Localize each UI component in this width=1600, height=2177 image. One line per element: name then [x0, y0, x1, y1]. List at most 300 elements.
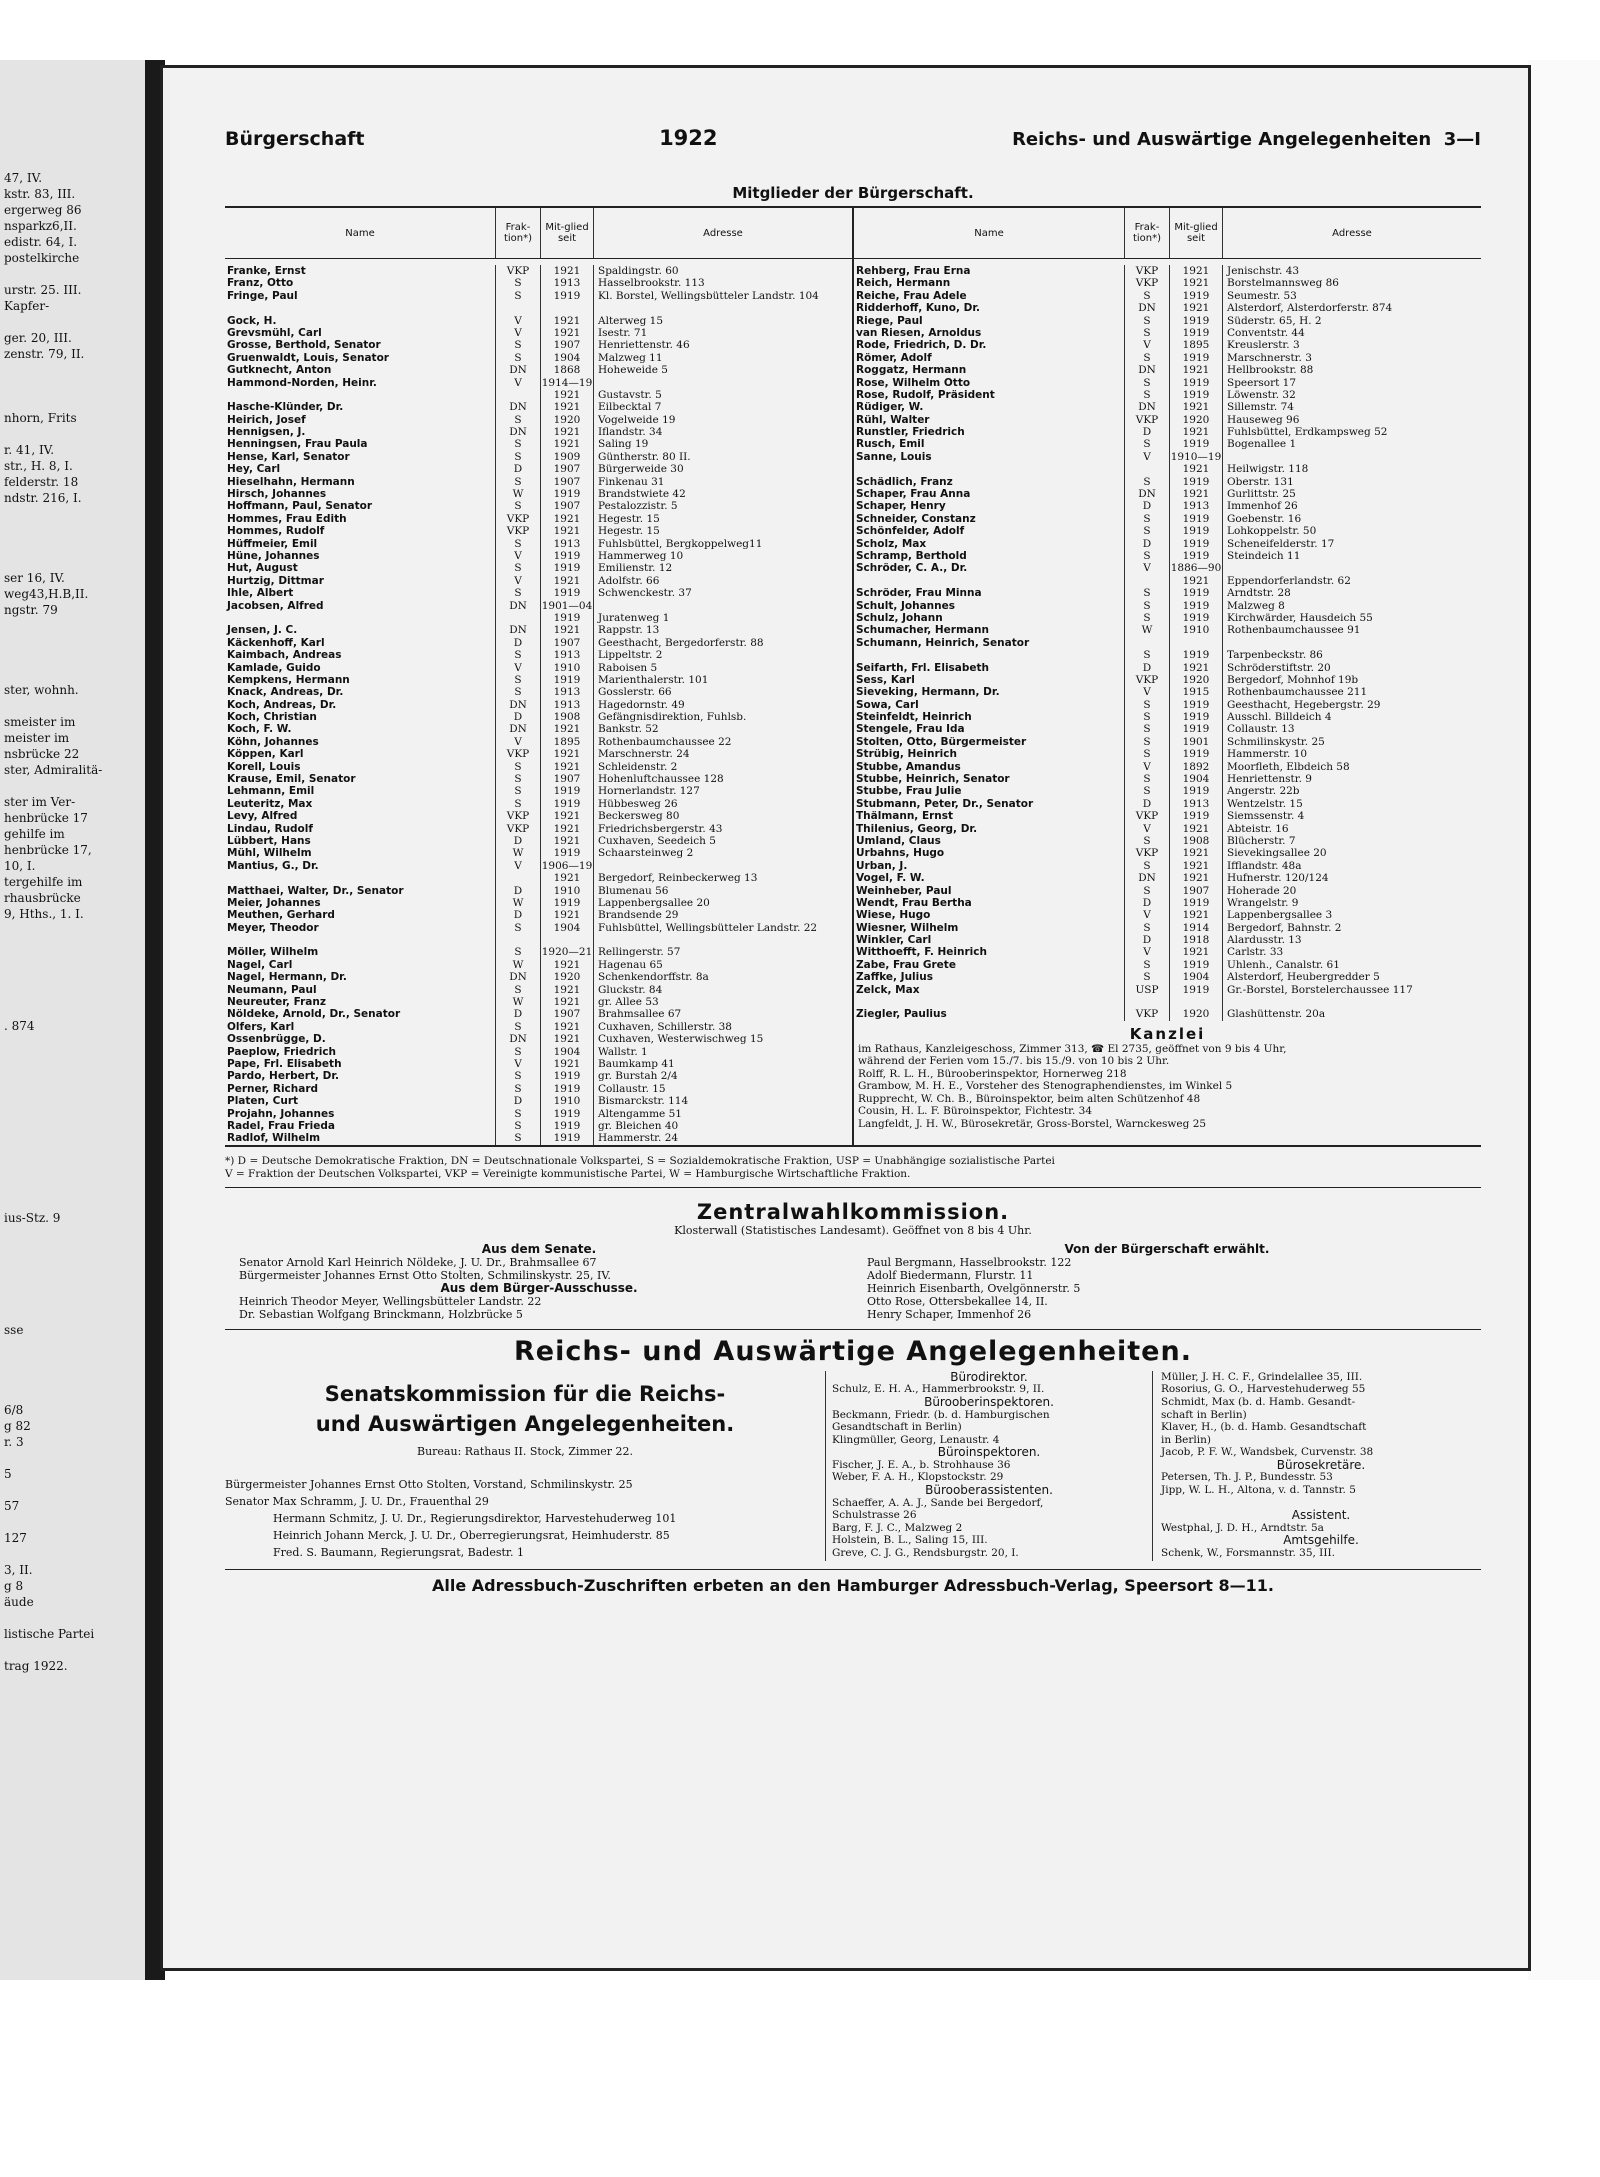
member-name: van Riesen, Arnoldus	[856, 326, 982, 339]
side-fragment: trag 1922.	[4, 1659, 68, 1673]
member-since: 1919	[540, 290, 593, 302]
member-row	[854, 624, 1481, 636]
side-fragment	[4, 1354, 139, 1370]
member-row	[225, 885, 852, 897]
side-fragment	[4, 1338, 139, 1354]
member-address: Alsterdorf, Alsterdorferstr. 874	[1222, 302, 1481, 314]
member-row	[854, 488, 1481, 500]
member-fraktion	[1124, 463, 1169, 475]
side-fragment	[4, 1450, 139, 1466]
side-fragment: urstr. 25. III.	[4, 283, 82, 297]
member-fraktion: S	[495, 290, 540, 302]
member-address: Geesthacht, Bergedorferstr. 88	[593, 637, 852, 649]
member-since: 1921	[1169, 426, 1222, 438]
member-name: Zabe, Frau Grete	[856, 958, 956, 971]
member-since: 1919	[540, 847, 593, 859]
member-since: 1921	[540, 748, 593, 760]
member-name: Urban, J.	[856, 859, 908, 872]
staff-entry: Rosorius, G. O., Harvestehuderweg 55	[1161, 1383, 1366, 1396]
member-since: 1921	[540, 624, 593, 636]
member-fraktion: V	[495, 315, 540, 327]
member-row	[854, 984, 1481, 996]
kanzlei-line: Rupprecht, W. Ch. B., Büroinspektor, beim alten Schützenhof 48	[858, 1092, 1201, 1105]
member-since: 1921	[540, 426, 593, 438]
member-row	[854, 785, 1481, 797]
page-ref: 3—I	[1443, 129, 1481, 150]
member-address: Lohkoppelstr. 50	[1222, 525, 1481, 537]
col-mitglied-header: Mit-glied seit	[541, 208, 594, 258]
member-fraktion: VKP	[495, 810, 540, 822]
member-name: Gutknecht, Anton	[227, 364, 332, 377]
member-name: Fringe, Paul	[227, 289, 298, 302]
side-fragment	[4, 1130, 139, 1146]
kanzlei-line: während der Ferien vom 15./7. bis 15./9. von 10 bis 2 Uhr.	[858, 1055, 1170, 1068]
member-row	[225, 277, 852, 289]
staff-heading: Bürooberassistenten.	[925, 1483, 1053, 1498]
member-name: Hüffmeier, Emil	[227, 537, 318, 550]
member-row	[225, 823, 852, 835]
member-address: Hellbrookstr. 88	[1222, 364, 1481, 376]
member-row	[225, 909, 852, 921]
sk-member: Senator Max Schramm, J. U. Dr., Frauenthal 29	[225, 1494, 489, 1508]
member-fraktion: S	[495, 922, 540, 934]
member-row	[225, 736, 852, 748]
member-since: 1910	[540, 885, 593, 897]
member-address: Schenkendorffstr. 8a	[593, 971, 852, 983]
member-row	[225, 352, 852, 364]
senatskommission-title	[225, 1379, 825, 1439]
member-address: Schmilinskystr. 25	[1222, 736, 1481, 748]
member-fraktion: DN	[495, 723, 540, 735]
member-since	[1169, 637, 1222, 649]
staff-heading: Amtsgehilfe.	[1283, 1533, 1359, 1548]
member-since: 1907	[540, 476, 593, 488]
raa-staff-right	[1153, 1371, 1481, 1561]
member-address: Sievekingsallee 20	[1222, 847, 1481, 859]
member-name	[225, 934, 495, 946]
member-since: 1913	[540, 699, 593, 711]
side-fragment: ergerweg 86	[4, 203, 82, 217]
member-since: 1921	[540, 761, 593, 773]
member-address: Lappenbergsallee 3	[1222, 909, 1481, 921]
member-since: 1920—21	[541, 946, 593, 959]
member-address: Uhlenh., Canalstr. 61	[1222, 959, 1481, 971]
member-fraktion: USP	[1124, 984, 1169, 996]
member-fraktion: S	[495, 761, 540, 773]
member-fraktion: S	[495, 984, 540, 996]
member-since: 1919	[540, 897, 593, 909]
member-row	[225, 798, 852, 810]
member-fraktion: D	[495, 835, 540, 847]
member-name: Schröder, C. A., Dr.	[856, 562, 968, 575]
side-fragment: zenstr. 79, II.	[4, 347, 85, 361]
member-fraktion: S	[495, 1046, 540, 1058]
member-address: Hammerstr. 10	[1222, 748, 1481, 760]
member-address: Marschnerstr. 24	[593, 748, 852, 760]
member-since: 1904	[1169, 971, 1222, 983]
member-fraktion: S	[495, 649, 540, 661]
member-name: Neumann, Paul	[227, 983, 317, 996]
member-since: 1919	[1169, 538, 1222, 550]
side-fragment: tergehilfe im	[4, 875, 83, 889]
member-row	[854, 823, 1481, 835]
member-since: 1901	[1169, 736, 1222, 748]
zentralwahlkommission-address: Klosterwall (Statistisches Landesamt). Geöffnet von 8 bis 4 Uhr.	[674, 1223, 1032, 1237]
member-name: Hommes, Rudolf	[227, 525, 325, 538]
member-name: Matthaei, Walter, Dr., Senator	[227, 884, 404, 897]
member-address: Oberstr. 131	[1222, 476, 1481, 488]
member-since: 1915	[1169, 686, 1222, 698]
fraktion-footnote	[225, 1155, 1481, 1188]
member-address: Rothenbaumchaussee 91	[1222, 624, 1481, 636]
member-fraktion: S	[495, 277, 540, 289]
member-fraktion: V	[495, 736, 540, 748]
side-fragment: henbrücke 17	[4, 811, 88, 825]
member-name	[854, 575, 1124, 587]
member-fraktion: S	[495, 1132, 540, 1144]
member-fraktion: S	[495, 500, 540, 512]
members-title: Mitglieder der Bürgerschaft.	[732, 184, 974, 202]
member-address: Vogelweide 19	[593, 414, 852, 426]
footnote-line: V = Fraktion der Deutschen Volkspartei, VKP = Vereinigte kommunistische Partei, W = Hamburgische Wirtschaftliche Fraktion.	[225, 1167, 911, 1180]
member-name: Gock, H.	[227, 314, 277, 327]
member-address	[593, 860, 852, 872]
member-since: 1921	[1169, 662, 1222, 674]
side-fragment: listische Partei	[4, 1627, 95, 1641]
member-name: Ziegler, Paulius	[856, 1008, 947, 1021]
member-row	[854, 674, 1481, 686]
member-row	[854, 761, 1481, 773]
member-address: Ifflandstr. 48a	[1222, 860, 1481, 872]
kanzlei-lines	[854, 1043, 1481, 1131]
member-row	[854, 723, 1481, 735]
member-since: 1921	[1169, 823, 1222, 835]
side-fragment	[4, 554, 139, 570]
member-since: 1921	[540, 723, 593, 735]
member-since: 1919	[1169, 438, 1222, 450]
member-since: 1919	[540, 488, 593, 500]
buergerschaft-member: Heinrich Eisenbarth, Ovelgönnerstr. 5	[867, 1281, 1081, 1295]
member-since: 1907	[540, 1008, 593, 1020]
member-name	[854, 649, 1124, 661]
member-row	[854, 810, 1481, 822]
member-address: Malzweg 11	[593, 352, 852, 364]
member-address: Rellingerstr. 57	[593, 946, 852, 958]
running-head-dept: Reichs- und Auswärtige Angelegenheiten	[1012, 129, 1432, 150]
sk-member: Hermann Schmitz, J. U. Dr., Regierungsdirektor, Harvestehuderweg 101	[273, 1511, 677, 1525]
member-fraktion: W	[495, 996, 540, 1008]
member-address: Cuxhaven, Schillerstr. 38	[593, 1021, 852, 1033]
member-name: Pape, Frl. Elisabeth	[227, 1058, 342, 1070]
member-fraktion: V	[1124, 761, 1169, 773]
member-fraktion: S	[495, 476, 540, 488]
running-head-right	[1012, 129, 1481, 150]
member-fraktion: DN	[495, 624, 540, 636]
member-since: 1921	[540, 327, 593, 339]
member-address: Arndtstr. 28	[1222, 587, 1481, 599]
member-name: Jacobsen, Alfred	[227, 599, 324, 612]
member-name: Sess, Karl	[856, 673, 915, 686]
member-name: Schaper, Frau Anna	[856, 488, 971, 501]
member-address: Marschnerstr. 3	[1222, 352, 1481, 364]
member-since: 1921	[540, 513, 593, 525]
member-address: Bankstr. 52	[593, 723, 852, 735]
member-fraktion: S	[1124, 327, 1169, 339]
side-fragment	[4, 394, 139, 410]
member-name: Neureuter, Franz	[227, 996, 326, 1009]
staff-entry: Schulz, E. H. A., Hammerbrookstr. 9, II.	[832, 1383, 1045, 1396]
member-row	[854, 352, 1481, 364]
member-since: 1921	[540, 389, 593, 401]
member-name: Winkler, Carl	[856, 934, 932, 947]
side-fragment: 5	[4, 1467, 12, 1481]
side-fragment: felderstr. 18	[4, 475, 79, 489]
staff-heading: Bürosekretäre.	[1276, 1457, 1366, 1472]
member-row	[225, 525, 852, 537]
member-address: gr. Bleichen 40	[593, 1120, 852, 1132]
member-row	[854, 835, 1481, 847]
side-fragment	[4, 954, 139, 970]
member-row	[225, 550, 852, 562]
side-fragment	[4, 1194, 139, 1210]
side-fragment	[4, 1306, 139, 1322]
member-address: Isestr. 71	[593, 327, 852, 339]
member-row	[225, 302, 852, 314]
member-fraktion: S	[495, 352, 540, 364]
member-since: 1914	[1169, 922, 1222, 934]
member-since: 1907	[540, 500, 593, 512]
member-address	[1222, 562, 1481, 574]
side-fragment	[4, 1482, 139, 1498]
member-row	[854, 699, 1481, 711]
member-address: Hoherade 20	[1222, 885, 1481, 897]
side-fragment	[4, 1514, 139, 1530]
member-address: Cuxhaven, Seedeich 5	[593, 835, 852, 847]
right-margin	[1528, 60, 1600, 1980]
member-since: 1919	[1169, 897, 1222, 909]
member-fraktion: V	[1124, 909, 1169, 921]
side-fragment: nhorn, Frits	[4, 411, 77, 425]
member-since: 1919	[1169, 389, 1222, 401]
member-address: Juratenweg 1	[593, 612, 852, 624]
member-fraktion	[1124, 637, 1169, 649]
member-row	[225, 711, 852, 723]
member-address: Baumkamp 41	[593, 1058, 852, 1070]
member-name: Hommes, Frau Edith	[227, 512, 347, 525]
side-fragment	[4, 1162, 139, 1178]
member-address: Wrangelstr. 9	[1222, 897, 1481, 909]
member-fraktion: V	[1124, 451, 1169, 463]
member-fraktion: VKP	[495, 748, 540, 760]
member-name: Meier, Johannes	[227, 896, 321, 909]
staff-entry: Barg, F. J. C., Malzweg 2	[832, 1521, 963, 1534]
member-name: Franz, Otto	[227, 277, 294, 290]
side-fragment: 57	[4, 1499, 20, 1513]
member-fraktion: S	[1124, 959, 1169, 971]
member-address: Fuhlsbüttel, Wellingsbütteler Landstr. 22	[593, 922, 852, 934]
member-fraktion: D	[1124, 426, 1169, 438]
member-since: 1919	[1169, 612, 1222, 624]
side-fragment: 10, I.	[4, 859, 36, 873]
member-address: Finkenau 31	[593, 476, 852, 488]
buergerschaft-member: Paul Bergmann, Hasselbrookstr. 122	[867, 1255, 1072, 1269]
member-fraktion: S	[1124, 315, 1169, 327]
member-row	[854, 847, 1481, 859]
member-since: 1919	[540, 785, 593, 797]
previous-page-edge	[0, 60, 151, 1980]
member-fraktion: D	[495, 885, 540, 897]
sk-member: Bürgermeister Johannes Ernst Otto Stolten, Vorstand, Schmilinskystr. 25	[225, 1477, 633, 1491]
side-fragment: äude	[4, 1595, 34, 1609]
side-fragment	[4, 778, 139, 794]
side-fragment: ndstr. 216, I.	[4, 491, 82, 505]
member-row	[854, 513, 1481, 525]
side-fragment: kstr. 83, III.	[4, 187, 76, 201]
member-row	[225, 290, 852, 302]
raa-staff-middle	[825, 1371, 1153, 1561]
member-row	[854, 550, 1481, 562]
zk-right-column	[853, 1243, 1481, 1321]
member-row	[225, 339, 852, 351]
member-address: Eppendorferlandstr. 62	[1222, 575, 1481, 587]
member-since: 1907	[540, 773, 593, 785]
member-name	[225, 389, 495, 401]
buergerschaft-member: Henry Schaper, Immenhof 26	[867, 1307, 1032, 1321]
kanzlei-line: Rolff, R. L. H., Bürooberinspektor, Hornerweg 218	[858, 1067, 1127, 1080]
member-fraktion: D	[1124, 538, 1169, 550]
buergerschaft-heading: Von der Bürgerschaft erwählt.	[1064, 1241, 1270, 1256]
member-fraktion: S	[1124, 587, 1169, 599]
member-address	[593, 302, 852, 314]
staff-entry: Westphal, J. D. H., Arndtstr. 5a	[1161, 1521, 1324, 1534]
side-fragment: 9, Hths., 1. I.	[4, 907, 84, 921]
kanzlei-title: Kanzlei	[1129, 1024, 1206, 1043]
member-address: Hagenau 65	[593, 959, 852, 971]
member-row	[225, 451, 852, 463]
member-since: 1921	[540, 401, 593, 413]
raa-title: Reichs- und Auswärtige Angelegenheiten.	[514, 1335, 1192, 1367]
member-address	[593, 377, 852, 389]
member-fraktion: V	[495, 327, 540, 339]
member-name: Rühl, Walter	[856, 413, 930, 426]
member-fraktion: S	[1124, 513, 1169, 525]
member-fraktion: DN	[1124, 401, 1169, 413]
side-fragment: g 8	[4, 1579, 24, 1593]
member-since: 1921	[540, 823, 593, 835]
member-row	[854, 364, 1481, 376]
member-name: Stolten, Otto, Bürgermeister	[856, 735, 1027, 748]
member-address: Friedrichsbergerstr. 43	[593, 823, 852, 835]
member-address: Schröderstiftstr. 20	[1222, 662, 1481, 674]
side-fragment	[4, 1642, 139, 1658]
member-since: 1920	[540, 414, 593, 426]
side-fragment	[4, 362, 139, 378]
member-address: Scheneifelderstr. 17	[1222, 538, 1481, 550]
staff-entry: Beckmann, Friedr. (b. d. Hamburgischen	[832, 1408, 1050, 1421]
member-address: Brandsende 29	[593, 909, 852, 921]
staff-entry: schaft in Berlin)	[1161, 1408, 1247, 1421]
member-fraktion: W	[495, 959, 540, 971]
member-name: Schneider, Constanz	[856, 512, 976, 525]
member-since: 1919	[540, 562, 593, 574]
member-address: Raboisen 5	[593, 662, 852, 674]
ausschuss-member: Heinrich Theodor Meyer, Wellingsbütteler Landstr. 22	[239, 1294, 542, 1308]
member-name: Schumacher, Hermann	[856, 624, 989, 637]
member-since: 1920	[1169, 674, 1222, 686]
member-fraktion: D	[1124, 934, 1169, 946]
member-address	[1222, 637, 1481, 649]
member-address: Hegestr. 15	[593, 525, 852, 537]
side-fragment: ster im Ver-	[4, 795, 76, 809]
member-address: Cuxhaven, Westerwischweg 15	[593, 1033, 852, 1045]
member-address: Pestalozzistr. 5	[593, 500, 852, 512]
member-row	[225, 575, 852, 587]
member-fraktion	[495, 872, 540, 884]
member-address: Altengamme 51	[593, 1108, 852, 1120]
member-fraktion: S	[1124, 525, 1169, 537]
member-name: Thälmann, Ernst	[856, 810, 954, 823]
member-since: 1910	[1169, 624, 1222, 636]
side-fragment	[4, 1274, 139, 1290]
side-fragment	[4, 426, 139, 442]
member-fraktion: W	[495, 897, 540, 909]
member-address: Kirchwärder, Hausdeich 55	[1222, 612, 1481, 624]
member-address: Schleidenstr. 2	[593, 761, 852, 773]
staff-heading: Bürooberinspektoren.	[924, 1394, 1054, 1409]
side-fragment	[4, 1370, 139, 1386]
side-fragment: ngstr. 79	[4, 603, 58, 617]
member-row	[225, 810, 852, 822]
member-fraktion: D	[1124, 897, 1169, 909]
member-address: Schwenckestr. 37	[593, 587, 852, 599]
col-name-header: Name	[854, 208, 1125, 258]
member-name: Nagel, Hermann, Dr.	[227, 971, 347, 984]
member-since: 1886—90	[1170, 562, 1222, 575]
member-since: 1913	[540, 277, 593, 289]
member-row	[225, 389, 852, 401]
member-row	[225, 637, 852, 649]
member-row	[225, 463, 852, 475]
member-since: 1919	[1169, 550, 1222, 562]
member-name: Ridderhoff, Kuno, Dr.	[856, 302, 981, 315]
member-name: Sieveking, Hermann, Dr.	[856, 686, 1000, 699]
member-address: Brahmsallee 67	[593, 1008, 852, 1020]
member-address: Abteistr. 16	[1222, 823, 1481, 835]
member-address: Steindeich 11	[1222, 550, 1481, 562]
member-since	[540, 302, 593, 314]
member-name: Hammond-Norden, Heinr.	[227, 376, 377, 389]
member-row	[225, 872, 852, 884]
member-address: Spaldingstr. 60	[593, 265, 852, 277]
member-address: Goebenstr. 16	[1222, 513, 1481, 525]
member-address: Tarpenbeckstr. 86	[1222, 649, 1481, 661]
member-name: Leuteritz, Max	[227, 797, 313, 810]
member-row	[225, 414, 852, 426]
member-row	[225, 1120, 852, 1132]
member-address: gr. Burstah 2/4	[593, 1070, 852, 1082]
member-name: Hurtzig, Dittmar	[227, 574, 324, 587]
member-fraktion: V	[495, 662, 540, 674]
member-address: Hufnerstr. 120/124	[1222, 872, 1481, 884]
member-fraktion: S	[495, 1083, 540, 1095]
side-fragment: ser 16, IV.	[4, 571, 65, 585]
member-row	[225, 377, 852, 389]
side-fragment: 127	[4, 1531, 27, 1545]
member-name: Schulz, Johann	[856, 611, 943, 624]
member-name	[225, 612, 495, 624]
member-address: Gefängnisdirektion, Fuhlsb.	[593, 711, 852, 723]
member-row	[225, 922, 852, 934]
